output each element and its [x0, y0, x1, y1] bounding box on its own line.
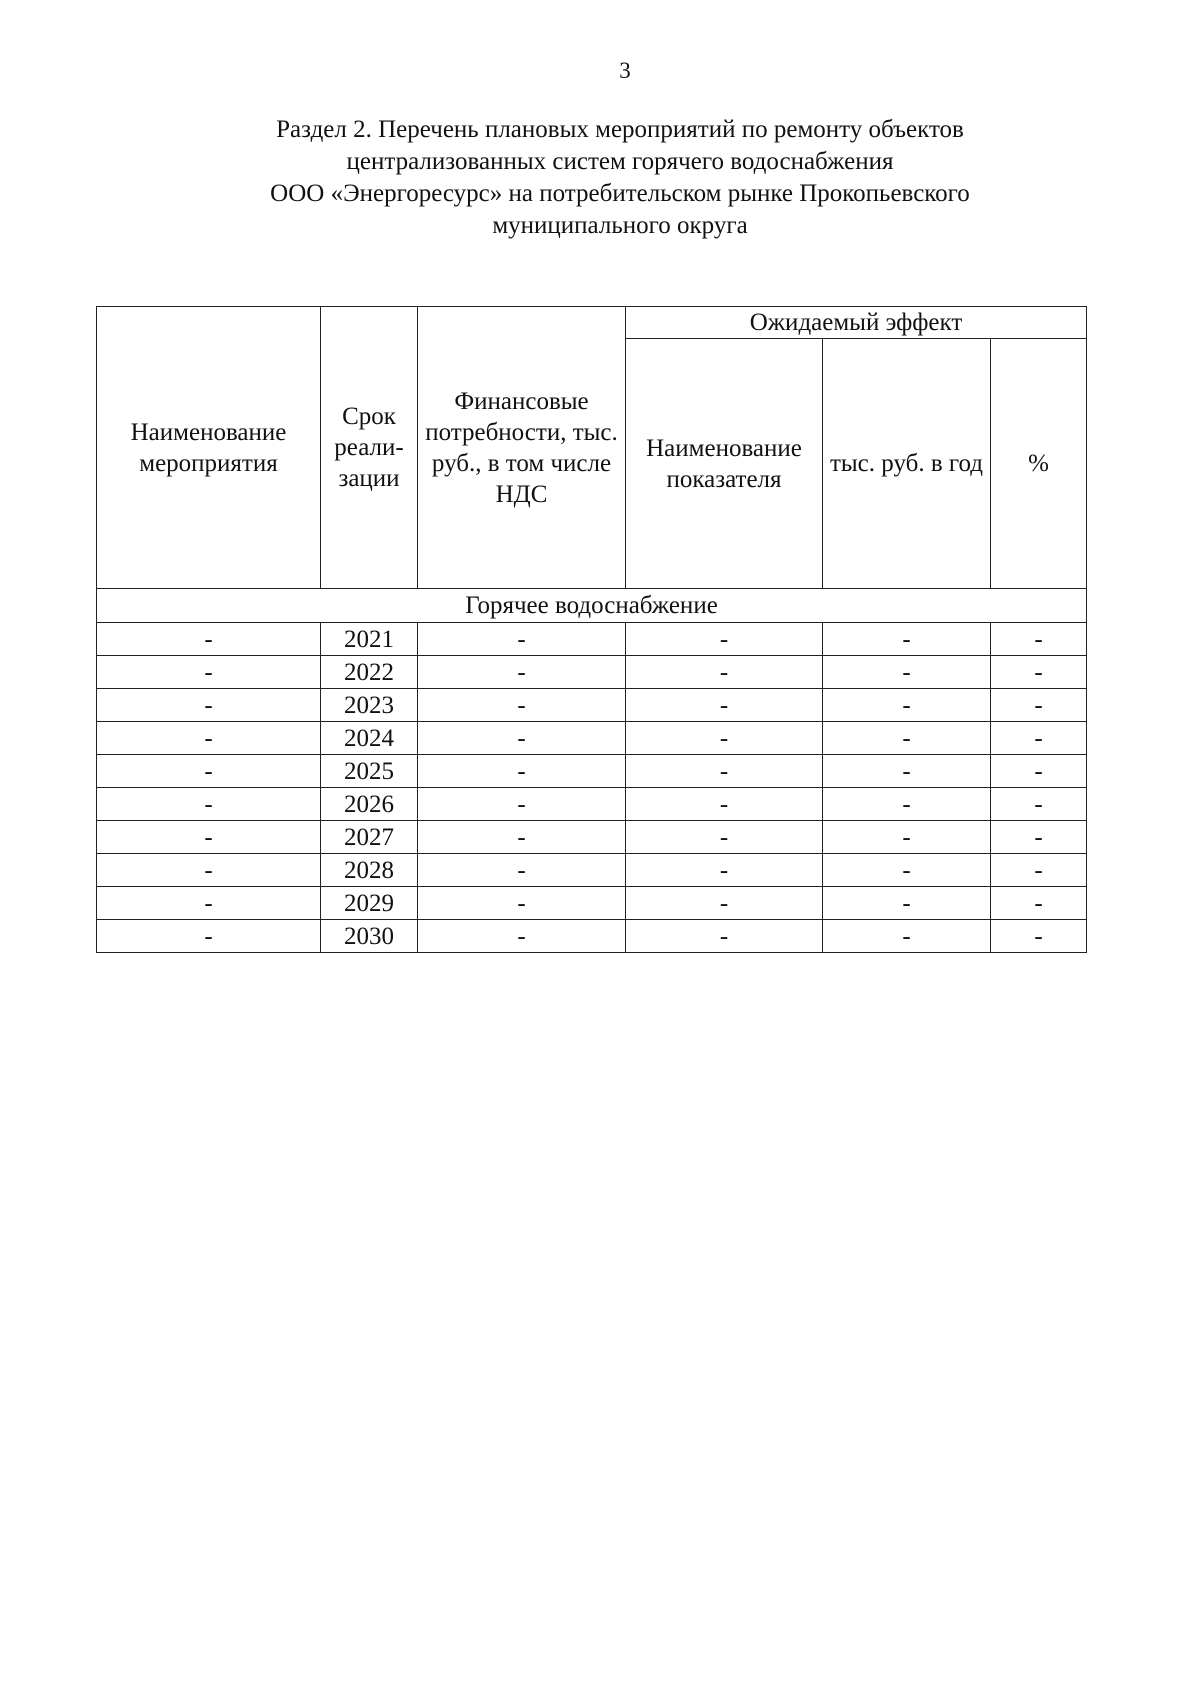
page-number: 3	[619, 58, 631, 83]
cell-percent: -	[991, 887, 1087, 920]
cell-indicator: -	[626, 854, 823, 887]
table-row	[97, 788, 1087, 821]
table-row	[97, 623, 1087, 656]
title-line: муниципального округа	[492, 212, 748, 239]
table-header	[97, 307, 1087, 589]
cell-indicator: -	[626, 722, 823, 755]
cell-measure-name: -	[97, 821, 321, 854]
table-row	[97, 689, 1087, 722]
section-title: Горячее водоснабжение	[97, 589, 1087, 623]
cell-per-year: -	[823, 689, 991, 722]
cell-finance: -	[418, 821, 626, 854]
table-row	[97, 656, 1087, 689]
header-indicator-name: Наименование показателя	[626, 339, 823, 589]
cell-term: 2023	[321, 689, 418, 722]
title-line: ООО «Энергоресурс» на потребительском рынке Прокопьевского	[270, 180, 970, 207]
header-finance: Финансовые потребности, тыс. руб., в том числе НДС	[418, 307, 626, 589]
cell-measure-name: -	[97, 854, 321, 887]
header-measure-name: Наименование мероприятия	[97, 307, 321, 589]
cell-per-year: -	[823, 722, 991, 755]
cell-percent: -	[991, 821, 1087, 854]
cell-percent: -	[991, 689, 1087, 722]
cell-term: 2025	[321, 755, 418, 788]
cell-finance: -	[418, 623, 626, 656]
cell-percent: -	[991, 920, 1087, 953]
table-row	[97, 887, 1087, 920]
cell-finance: -	[418, 920, 626, 953]
cell-finance: -	[418, 722, 626, 755]
cell-indicator: -	[626, 623, 823, 656]
cell-measure-name: -	[97, 722, 321, 755]
cell-measure-name: -	[97, 623, 321, 656]
cell-measure-name: -	[97, 788, 321, 821]
cell-per-year: -	[823, 656, 991, 689]
cell-indicator: -	[626, 821, 823, 854]
cell-measure-name: -	[97, 755, 321, 788]
cell-per-year: -	[823, 755, 991, 788]
cell-finance: -	[418, 854, 626, 887]
cell-indicator: -	[626, 755, 823, 788]
title-line: Раздел 2. Перечень плановых мероприятий по ремонту объектов	[276, 116, 964, 143]
cell-percent: -	[991, 623, 1087, 656]
header-percent: %	[991, 339, 1087, 589]
table-row	[97, 920, 1087, 953]
cell-percent: -	[991, 788, 1087, 821]
cell-finance: -	[418, 689, 626, 722]
cell-term: 2029	[321, 887, 418, 920]
table-row	[97, 821, 1087, 854]
cell-term: 2027	[321, 821, 418, 854]
cell-indicator: -	[626, 920, 823, 953]
cell-measure-name: -	[97, 887, 321, 920]
cell-finance: -	[418, 656, 626, 689]
cell-term: 2022	[321, 656, 418, 689]
measures-table	[96, 306, 1087, 953]
cell-percent: -	[991, 854, 1087, 887]
cell-per-year: -	[823, 788, 991, 821]
cell-percent: -	[991, 755, 1087, 788]
cell-per-year: -	[823, 854, 991, 887]
header-expected-effect: Ожидаемый эффект	[626, 307, 1087, 339]
cell-finance: -	[418, 755, 626, 788]
header-per-year: тыс. руб. в год	[823, 339, 991, 589]
cell-per-year: -	[823, 623, 991, 656]
cell-term: 2026	[321, 788, 418, 821]
cell-indicator: -	[626, 887, 823, 920]
cell-measure-name: -	[97, 656, 321, 689]
cell-measure-name: -	[97, 689, 321, 722]
title-line: централизованных систем горячего водоснабжения	[346, 148, 894, 175]
cell-per-year: -	[823, 887, 991, 920]
cell-finance: -	[418, 887, 626, 920]
cell-finance: -	[418, 788, 626, 821]
cell-indicator: -	[626, 788, 823, 821]
table-row	[97, 722, 1087, 755]
cell-indicator: -	[626, 689, 823, 722]
table-row	[97, 854, 1087, 887]
cell-term: 2021	[321, 623, 418, 656]
cell-percent: -	[991, 722, 1087, 755]
document-title	[170, 114, 1070, 242]
cell-term: 2028	[321, 854, 418, 887]
cell-measure-name: -	[97, 920, 321, 953]
table-body	[97, 589, 1087, 953]
table-row	[97, 755, 1087, 788]
cell-percent: -	[991, 656, 1087, 689]
cell-term: 2024	[321, 722, 418, 755]
cell-per-year: -	[823, 920, 991, 953]
cell-indicator: -	[626, 656, 823, 689]
cell-per-year: -	[823, 821, 991, 854]
header-term: Срок реали-зации	[321, 307, 418, 589]
cell-term: 2030	[321, 920, 418, 953]
